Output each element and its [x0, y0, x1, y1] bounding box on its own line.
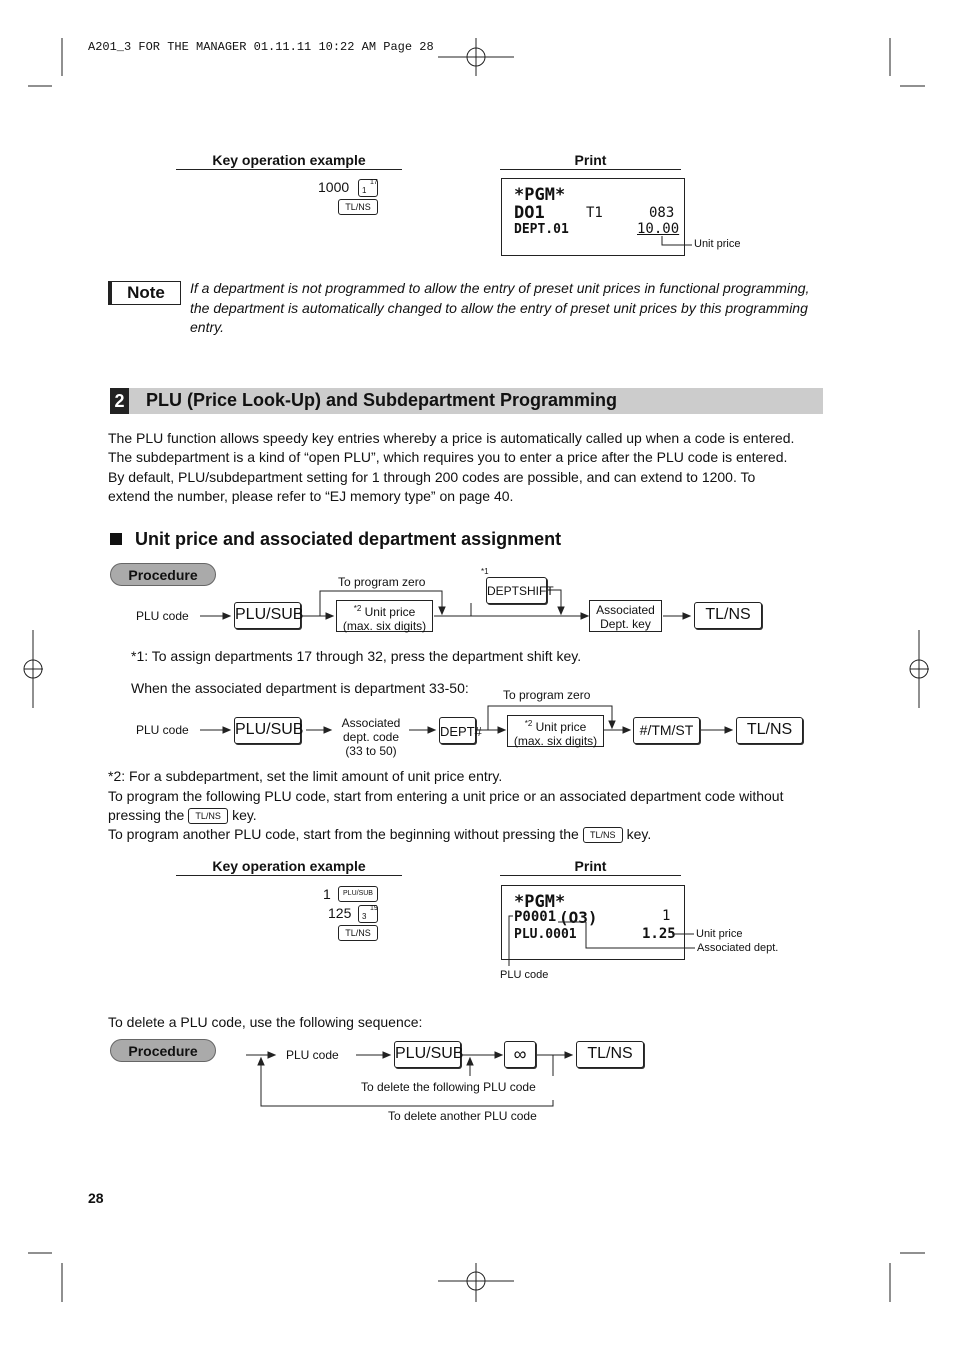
associated-dept-label: Associated dept.	[697, 942, 779, 954]
unit-price-box: $^{*2}$ Unit price (max. six digits)	[336, 600, 433, 632]
procedure-badge: Procedure	[110, 563, 216, 586]
pressing-the-text: pressing the TL/NS key.	[108, 807, 257, 823]
tl-ns-key-large-2: TL/NS	[736, 717, 803, 744]
deptshift-key: DEPTSHIFT	[486, 577, 547, 604]
procedure-badge-2: Procedure	[110, 1039, 216, 1062]
unit-price-label: Unit price	[694, 238, 741, 250]
dept-1-key: 17 1	[358, 179, 378, 197]
key-operation-title-2: Key operation example	[176, 858, 402, 876]
plu-sub-key-2: PLU/SUB	[234, 717, 301, 744]
program-another-text: To program another PLU code, start from the beginning without pressing the TL/NS key.	[108, 826, 652, 842]
entry-2-number: 125	[328, 905, 352, 921]
intro-line-2: The subdepartment is a kind of “open PLU”, which requires you to enter a price after the PLU code is entered.	[108, 449, 788, 465]
print-title-2: Print	[500, 858, 681, 876]
page-number: 28	[88, 1190, 104, 1206]
print-slug: A201_3 FOR THE MANAGER 01.11.11 10:22 AM Page 28	[88, 40, 434, 54]
tl-ns-key-large: TL/NS	[694, 602, 762, 629]
unit-price-label-2: Unit price	[696, 928, 743, 940]
plu-code-label-3: PLU code	[286, 1048, 339, 1062]
receipt-2: *PGM* P0001 (O3) 1 PLU.0001 1.25	[501, 885, 685, 960]
receipt-1: *PGM* DO1 T1 083 DEPT.01 10.00	[501, 178, 685, 256]
delete-intro-text: To delete a PLU code, use the following sequence:	[108, 1014, 423, 1030]
note-badge: Note	[111, 281, 181, 305]
tl-ns-key-2: TL/NS	[338, 925, 378, 941]
tl-ns-key: TL/NS	[338, 199, 378, 215]
footnote-1: *1: To assign departments 17 through 32, press the department shift key.	[131, 648, 582, 664]
tl-ns-inline-key: TL/NS	[188, 808, 228, 824]
dept-3-key: 19 3	[358, 905, 378, 923]
footnote-marker-1: *1	[481, 567, 489, 576]
footnote-2: *2: For a subdepartment, set the limit amount of unit price entry.	[108, 768, 503, 784]
plu-code-print-label: PLU code	[500, 969, 549, 981]
print-title: Print	[500, 152, 681, 170]
associated-dept-code-label: Associated dept. code (33 to 50)	[341, 716, 401, 758]
delete-another-label: To delete another PLU code	[388, 1109, 537, 1123]
to-program-zero-label-2: To program zero	[503, 688, 591, 702]
section-title: PLU (Price Look-Up) and Subdepartment Programming	[146, 390, 618, 410]
unit-price-box-2: $^{*2}$ Unit price (max. six digits)	[507, 715, 604, 747]
intro-line-4: extend the number, please refer to “EJ memory type” on page 40.	[108, 488, 514, 504]
plu-sub-key-3: PLU/SUB	[394, 1041, 461, 1068]
tm-st-key: #/TM/ST	[633, 717, 700, 744]
associated-dept-key-box: Associated Dept. key	[589, 600, 662, 632]
delete-following-label: To delete the following PLU code	[361, 1080, 536, 1094]
tl-ns-inline-key-2: TL/NS	[583, 827, 623, 843]
entry-1-number: 1	[323, 886, 331, 902]
when-text: When the associated department is department 33-50:	[131, 680, 469, 696]
key-operation-title: Key operation example	[176, 152, 402, 170]
dept-hash-key: DEPT#	[439, 717, 476, 744]
void-key: ∞	[504, 1041, 536, 1068]
tl-ns-key-large-3: TL/NS	[576, 1041, 644, 1068]
plu-sub-small-key: PLU/SUB	[338, 886, 378, 902]
plu-code-label-2: PLU code	[136, 723, 189, 737]
section-number: 2	[110, 388, 129, 414]
program-following-text: To program the following PLU code, start from entering a unit price or an associated department code without	[108, 788, 784, 804]
subsection-title: Unit price and associated department assignment	[135, 529, 562, 549]
plu-sub-key: PLU/SUB	[234, 602, 301, 629]
note-text: If a department is not programmed to allow the entry of preset unit prices in functional programming, the department is automatically changed to allow the entry of preset unit prices by this programming entry.	[190, 280, 810, 335]
to-program-zero-label: To program zero	[338, 575, 426, 589]
key-entry-number: 1000	[318, 179, 350, 195]
plu-code-label: PLU code	[136, 609, 189, 623]
intro-line-3: By default, PLU/subdepartment setting for 1 through 200 codes are possible, and can extend to 1200. To	[108, 469, 756, 485]
intro-line-1: The PLU function allows speedy key entries whereby a price is automatically called up when a code is entered.	[108, 430, 795, 446]
